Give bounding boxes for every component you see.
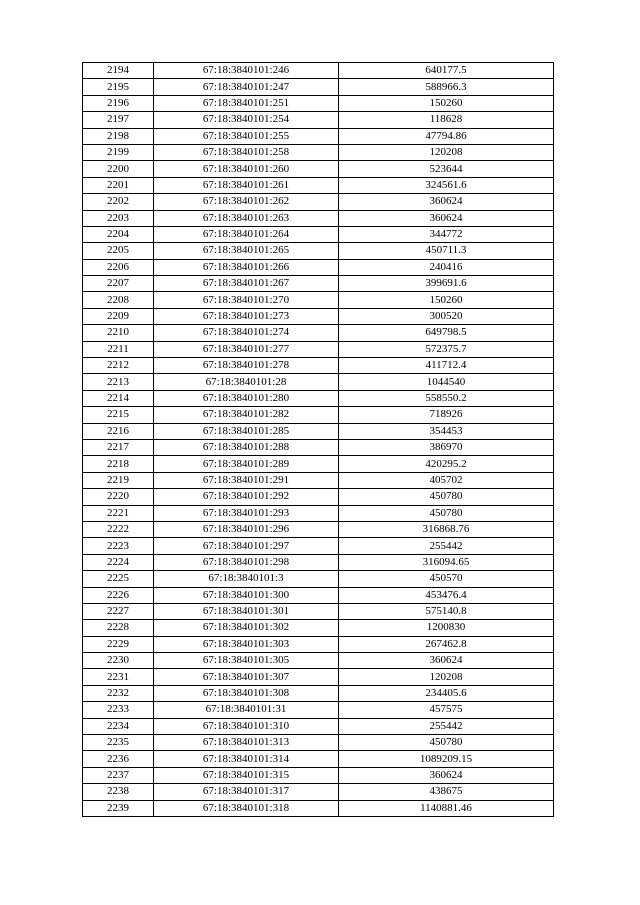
table-row — [83, 521, 554, 537]
row-number-cell: 2224 — [83, 554, 154, 570]
table-row — [83, 259, 554, 275]
row-number-cell: 2197 — [83, 112, 154, 128]
table-row — [83, 587, 554, 603]
table-row — [83, 423, 554, 439]
value-cell: 649798.5 — [339, 325, 554, 341]
row-number-cell: 2217 — [83, 439, 154, 455]
row-number-cell: 2214 — [83, 390, 154, 406]
row-number-cell: 2202 — [83, 194, 154, 210]
value-cell: 360624 — [339, 210, 554, 226]
cadastral-number-cell: 67:18:3840101:308 — [154, 685, 339, 701]
cadastral-number-cell: 67:18:3840101:28 — [154, 374, 339, 390]
cadastral-number-cell: 67:18:3840101:315 — [154, 767, 339, 783]
table-row — [83, 358, 554, 374]
cadastral-number-cell: 67:18:3840101:310 — [154, 718, 339, 734]
value-cell: 1044540 — [339, 374, 554, 390]
row-number-cell: 2205 — [83, 243, 154, 259]
value-cell: 255442 — [339, 718, 554, 734]
row-number-cell: 2209 — [83, 308, 154, 324]
cadastral-number-cell: 67:18:3840101:303 — [154, 636, 339, 652]
value-cell: 120208 — [339, 144, 554, 160]
cadastral-number-cell: 67:18:3840101:296 — [154, 521, 339, 537]
table-row — [83, 702, 554, 718]
table-row — [83, 243, 554, 259]
table-row — [83, 620, 554, 636]
value-cell: 47794.86 — [339, 128, 554, 144]
value-cell: 405702 — [339, 472, 554, 488]
cadastral-number-cell: 67:18:3840101:298 — [154, 554, 339, 570]
row-number-cell: 2222 — [83, 521, 154, 537]
document-page — [82, 62, 554, 817]
value-cell: 450780 — [339, 505, 554, 521]
table-row — [83, 800, 554, 816]
row-number-cell: 2201 — [83, 177, 154, 193]
row-number-cell: 2232 — [83, 685, 154, 701]
cadastral-number-cell: 67:18:3840101:277 — [154, 341, 339, 357]
value-cell: 360624 — [339, 767, 554, 783]
row-number-cell: 2211 — [83, 341, 154, 357]
table-row — [83, 390, 554, 406]
row-number-cell: 2239 — [83, 800, 154, 816]
table-row — [83, 112, 554, 128]
cadastral-number-cell: 67:18:3840101:3 — [154, 571, 339, 587]
table-row — [83, 538, 554, 554]
row-number-cell: 2212 — [83, 358, 154, 374]
table-row — [83, 374, 554, 390]
value-cell: 354453 — [339, 423, 554, 439]
row-number-cell: 2204 — [83, 226, 154, 242]
value-cell: 558550.2 — [339, 390, 554, 406]
cadastral-number-cell: 67:18:3840101:246 — [154, 63, 339, 79]
cadastral-number-cell: 67:18:3840101:255 — [154, 128, 339, 144]
value-cell: 234405.6 — [339, 685, 554, 701]
cadastral-number-cell: 67:18:3840101:282 — [154, 407, 339, 423]
row-number-cell: 2210 — [83, 325, 154, 341]
cadastral-value-table — [82, 62, 554, 817]
table-row — [83, 325, 554, 341]
cadastral-number-cell: 67:18:3840101:317 — [154, 784, 339, 800]
table-row — [83, 456, 554, 472]
row-number-cell: 2203 — [83, 210, 154, 226]
value-cell: 324561.6 — [339, 177, 554, 193]
value-cell: 255442 — [339, 538, 554, 554]
table-body — [83, 63, 554, 817]
cadastral-number-cell: 67:18:3840101:300 — [154, 587, 339, 603]
cadastral-number-cell: 67:18:3840101:258 — [154, 144, 339, 160]
row-number-cell: 2235 — [83, 735, 154, 751]
cadastral-number-cell: 67:18:3840101:313 — [154, 735, 339, 751]
value-cell: 1140881.46 — [339, 800, 554, 816]
row-number-cell: 2213 — [83, 374, 154, 390]
table-row — [83, 554, 554, 570]
value-cell: 1200830 — [339, 620, 554, 636]
value-cell: 344772 — [339, 226, 554, 242]
table-row — [83, 472, 554, 488]
table-row — [83, 292, 554, 308]
cadastral-number-cell: 67:18:3840101:278 — [154, 358, 339, 374]
cadastral-number-cell: 67:18:3840101:292 — [154, 489, 339, 505]
value-cell: 450711.3 — [339, 243, 554, 259]
cadastral-number-cell: 67:18:3840101:285 — [154, 423, 339, 439]
table-row — [83, 685, 554, 701]
row-number-cell: 2215 — [83, 407, 154, 423]
table-row — [83, 669, 554, 685]
table-row — [83, 161, 554, 177]
table-row — [83, 718, 554, 734]
row-number-cell: 2206 — [83, 259, 154, 275]
table-row — [83, 95, 554, 111]
table-row — [83, 603, 554, 619]
cadastral-number-cell: 67:18:3840101:266 — [154, 259, 339, 275]
value-cell: 240416 — [339, 259, 554, 275]
value-cell: 718926 — [339, 407, 554, 423]
table-row — [83, 308, 554, 324]
row-number-cell: 2234 — [83, 718, 154, 734]
cadastral-number-cell: 67:18:3840101:318 — [154, 800, 339, 816]
cadastral-number-cell: 67:18:3840101:260 — [154, 161, 339, 177]
cadastral-number-cell: 67:18:3840101:273 — [154, 308, 339, 324]
cadastral-number-cell: 67:18:3840101:314 — [154, 751, 339, 767]
table-row — [83, 407, 554, 423]
table-row — [83, 735, 554, 751]
row-number-cell: 2226 — [83, 587, 154, 603]
cadastral-number-cell: 67:18:3840101:293 — [154, 505, 339, 521]
table-row — [83, 63, 554, 79]
row-number-cell: 2198 — [83, 128, 154, 144]
cadastral-number-cell: 67:18:3840101:261 — [154, 177, 339, 193]
table-row — [83, 636, 554, 652]
row-number-cell: 2196 — [83, 95, 154, 111]
value-cell: 450780 — [339, 735, 554, 751]
cadastral-number-cell: 67:18:3840101:31 — [154, 702, 339, 718]
table-row — [83, 276, 554, 292]
value-cell: 150260 — [339, 292, 554, 308]
cadastral-number-cell: 67:18:3840101:280 — [154, 390, 339, 406]
table-row — [83, 571, 554, 587]
value-cell: 267462.8 — [339, 636, 554, 652]
row-number-cell: 2236 — [83, 751, 154, 767]
cadastral-number-cell: 67:18:3840101:307 — [154, 669, 339, 685]
row-number-cell: 2221 — [83, 505, 154, 521]
value-cell: 575140.8 — [339, 603, 554, 619]
table-row — [83, 341, 554, 357]
value-cell: 120208 — [339, 669, 554, 685]
table-row — [83, 194, 554, 210]
value-cell: 457575 — [339, 702, 554, 718]
row-number-cell: 2195 — [83, 79, 154, 95]
cadastral-number-cell: 67:18:3840101:291 — [154, 472, 339, 488]
value-cell: 411712.4 — [339, 358, 554, 374]
cadastral-number-cell: 67:18:3840101:297 — [154, 538, 339, 554]
row-number-cell: 2218 — [83, 456, 154, 472]
row-number-cell: 2237 — [83, 767, 154, 783]
table-row — [83, 653, 554, 669]
row-number-cell: 2219 — [83, 472, 154, 488]
value-cell: 316868.76 — [339, 521, 554, 537]
value-cell: 360624 — [339, 194, 554, 210]
row-number-cell: 2216 — [83, 423, 154, 439]
table-row — [83, 226, 554, 242]
value-cell: 523644 — [339, 161, 554, 177]
value-cell: 450570 — [339, 571, 554, 587]
table-row — [83, 751, 554, 767]
row-number-cell: 2227 — [83, 603, 154, 619]
value-cell: 360624 — [339, 653, 554, 669]
value-cell: 118628 — [339, 112, 554, 128]
row-number-cell: 2199 — [83, 144, 154, 160]
row-number-cell: 2225 — [83, 571, 154, 587]
table-row — [83, 767, 554, 783]
row-number-cell: 2220 — [83, 489, 154, 505]
row-number-cell: 2230 — [83, 653, 154, 669]
value-cell: 300520 — [339, 308, 554, 324]
table-row — [83, 128, 554, 144]
table-row — [83, 144, 554, 160]
cadastral-number-cell: 67:18:3840101:267 — [154, 276, 339, 292]
row-number-cell: 2223 — [83, 538, 154, 554]
value-cell: 438675 — [339, 784, 554, 800]
row-number-cell: 2207 — [83, 276, 154, 292]
cadastral-number-cell: 67:18:3840101:254 — [154, 112, 339, 128]
table-row — [83, 439, 554, 455]
table-row — [83, 210, 554, 226]
row-number-cell: 2233 — [83, 702, 154, 718]
cadastral-number-cell: 67:18:3840101:251 — [154, 95, 339, 111]
value-cell: 572375.7 — [339, 341, 554, 357]
cadastral-number-cell: 67:18:3840101:305 — [154, 653, 339, 669]
row-number-cell: 2229 — [83, 636, 154, 652]
value-cell: 150260 — [339, 95, 554, 111]
value-cell: 588966.3 — [339, 79, 554, 95]
cadastral-number-cell: 67:18:3840101:264 — [154, 226, 339, 242]
value-cell: 640177.5 — [339, 63, 554, 79]
cadastral-number-cell: 67:18:3840101:302 — [154, 620, 339, 636]
row-number-cell: 2228 — [83, 620, 154, 636]
table-row — [83, 784, 554, 800]
cadastral-number-cell: 67:18:3840101:265 — [154, 243, 339, 259]
table-row — [83, 79, 554, 95]
cadastral-number-cell: 67:18:3840101:288 — [154, 439, 339, 455]
row-number-cell: 2208 — [83, 292, 154, 308]
cadastral-number-cell: 67:18:3840101:262 — [154, 194, 339, 210]
table-row — [83, 177, 554, 193]
value-cell: 420295.2 — [339, 456, 554, 472]
value-cell: 1089209.15 — [339, 751, 554, 767]
value-cell: 399691.6 — [339, 276, 554, 292]
value-cell: 453476.4 — [339, 587, 554, 603]
value-cell: 316094.65 — [339, 554, 554, 570]
cadastral-number-cell: 67:18:3840101:301 — [154, 603, 339, 619]
row-number-cell: 2238 — [83, 784, 154, 800]
value-cell: 386970 — [339, 439, 554, 455]
cadastral-number-cell: 67:18:3840101:289 — [154, 456, 339, 472]
row-number-cell: 2200 — [83, 161, 154, 177]
cadastral-number-cell: 67:18:3840101:263 — [154, 210, 339, 226]
cadastral-number-cell: 67:18:3840101:247 — [154, 79, 339, 95]
cadastral-number-cell: 67:18:3840101:270 — [154, 292, 339, 308]
value-cell: 450780 — [339, 489, 554, 505]
table-row — [83, 489, 554, 505]
cadastral-number-cell: 67:18:3840101:274 — [154, 325, 339, 341]
row-number-cell: 2194 — [83, 63, 154, 79]
table-row — [83, 505, 554, 521]
row-number-cell: 2231 — [83, 669, 154, 685]
